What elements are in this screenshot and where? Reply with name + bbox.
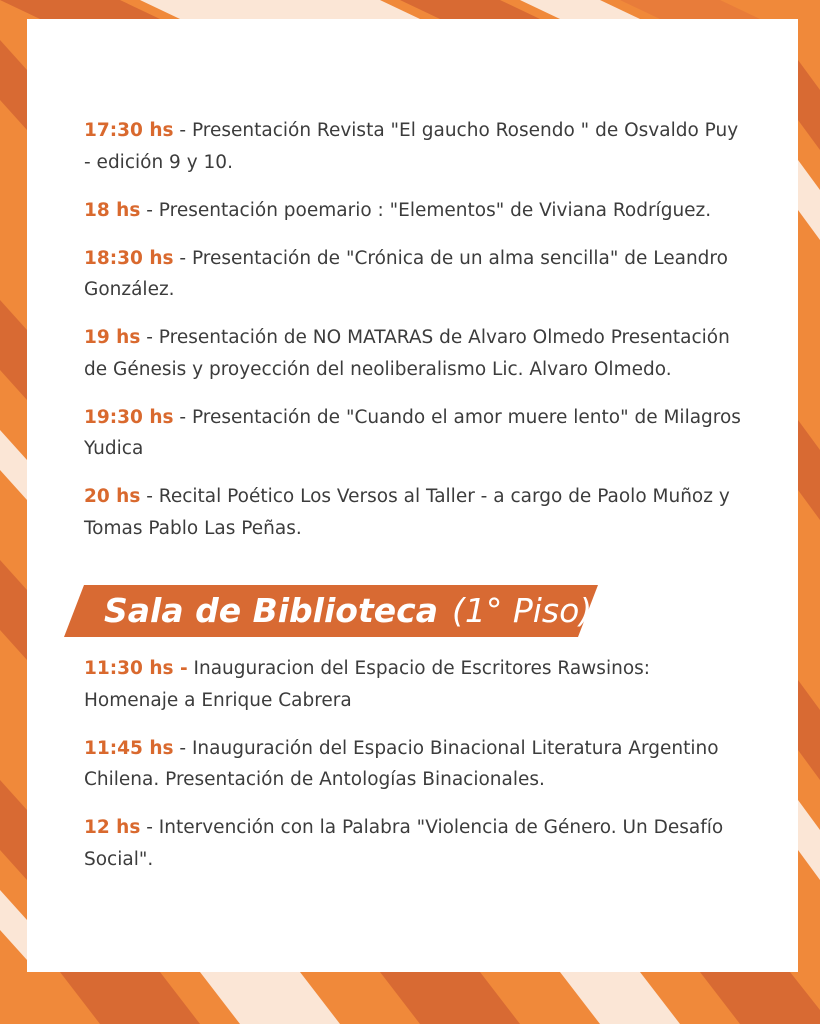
event-description: Inauguracion del Espacio de Escritores Rawsinos: Homenaje a Enrique Cabrera — [84, 658, 651, 711]
event-description: - Presentación de NO MATARAS de Alvaro Olmedo Presentación de Génesis y proyección del neoliberalismo Lic. Alvaro Olmedo. — [84, 327, 730, 380]
event-time: 20 hs — [84, 486, 141, 507]
schedule-item — [84, 653, 744, 716]
event-time: 11:45 hs — [84, 737, 174, 759]
event-description: - Inauguración del Espacio Binacional Literatura Argentino Chilena. Presentación de Antologías Binacionales. — [84, 737, 719, 790]
event-time: 19:30 hs — [84, 406, 174, 428]
schedule-list — [84, 115, 744, 561]
schedule-item — [84, 322, 744, 385]
event-time: 18 hs — [84, 199, 141, 221]
schedule-item — [84, 195, 744, 227]
event-description: - Presentación poemario : "Elementos" de Viviana Rodríguez. — [140, 199, 712, 221]
event-time: 12 hs — [84, 817, 141, 838]
event-time: 19 hs — [84, 327, 141, 348]
event-time: 18:30 hs — [84, 247, 174, 269]
section-subtitle: (1° Piso) — [451, 591, 593, 630]
section-title: Sala de Biblioteca — [104, 591, 438, 630]
schedule-item — [84, 481, 744, 544]
event-time: 17:30 hs — [84, 120, 174, 141]
biblioteca-schedule-list — [84, 653, 744, 892]
event-time: 11:30 hs - — [84, 658, 188, 679]
section-banner — [64, 585, 598, 637]
event-description: - Presentación de "Cuando el amor muere lento" de Milagros Yudica — [84, 406, 741, 459]
schedule-item — [84, 812, 744, 875]
schedule-item — [84, 402, 744, 465]
schedule-item — [84, 733, 744, 796]
event-description: - Presentación Revista "El gaucho Rosendo " de Osvaldo Puy - edición 9 y 10. — [84, 120, 739, 173]
schedule-item — [84, 115, 744, 178]
event-description: - Recital Poético Los Versos al Taller - a cargo de Paolo Muñoz y Tomas Pablo Las Peñas. — [84, 486, 730, 539]
event-description: - Intervención con la Palabra "Violencia de Género. Un Desafío Social". — [84, 817, 724, 870]
event-description: - Presentación de "Crónica de un alma sencilla" de Leandro González. — [84, 247, 728, 300]
schedule-item — [84, 243, 744, 306]
section-heading — [104, 589, 592, 633]
